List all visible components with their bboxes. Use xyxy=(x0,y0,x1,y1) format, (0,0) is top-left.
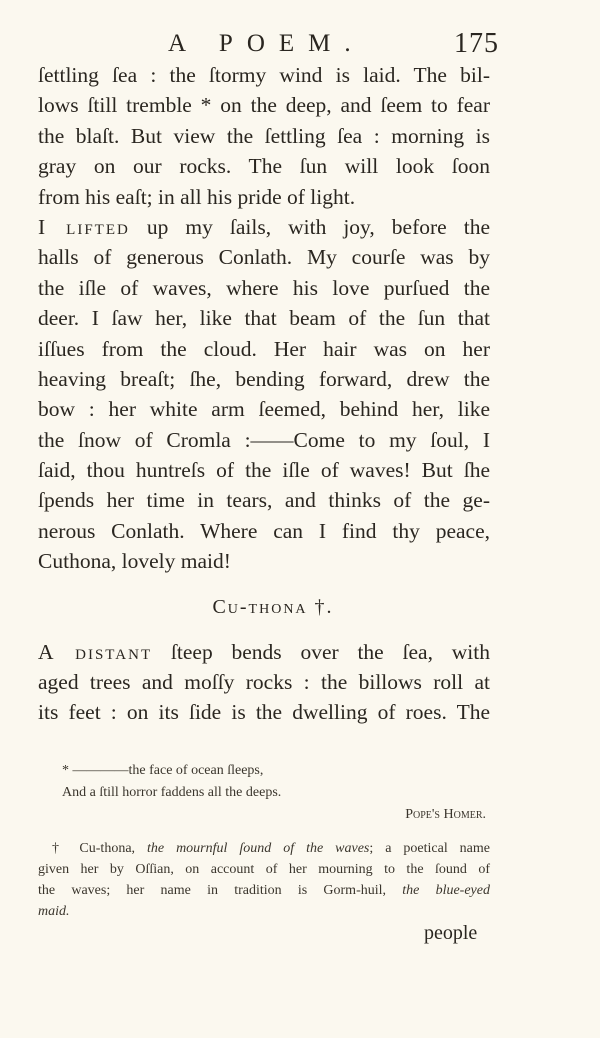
text-run: ſteep bends over the ſea, with xyxy=(152,639,490,664)
text-line: halls of generous Conlath. My courſe was by xyxy=(38,245,490,270)
footnote-definition xyxy=(38,838,490,922)
text-line: aged trees and moſſy rocks : the billows roll at xyxy=(38,670,490,695)
footnote-text: the waves; her name in tradition is Gorm-huil, xyxy=(38,883,403,898)
small-caps-lead: I lifted xyxy=(38,214,130,239)
footnote-italic: the blue-eyed xyxy=(402,883,490,898)
text-line: gray on our rocks. The ſun will look ſoon xyxy=(38,154,490,179)
page-number: 175 xyxy=(454,28,499,59)
text-line: nerous Conlath. Where can I find thy peace, xyxy=(38,518,490,543)
paragraph-opening-line xyxy=(38,637,490,667)
text-line: its feet : on its ſide is the dwelling of roes. The xyxy=(38,700,490,725)
text-line: ſettling ſea : the ſtormy wind is laid. The bil- xyxy=(38,63,490,87)
text-line: bow : her white arm ſeemed, behind her, like xyxy=(38,397,490,422)
text-run: up my ſails, with joy, before the xyxy=(129,214,490,239)
running-title: A POEM. xyxy=(168,30,365,57)
footnote-text: ; a poetical name xyxy=(369,841,490,856)
footnote-line: * ————the face of ocean ſleeps, xyxy=(62,763,264,778)
text-line: the iſle of waves, where his love purſued the xyxy=(38,275,490,300)
text-line: ſaid, thou huntreſs of the iſle of waves! But ſhe xyxy=(38,458,490,483)
footnotes xyxy=(38,760,490,922)
section-heading-text: Cu-thona †. xyxy=(212,595,334,618)
text-line: the blaſt. But view the ſettling ſea : morning is xyxy=(38,123,490,148)
text-line: Cuthona, lovely maid! xyxy=(38,549,231,574)
footnote-text: † Cu-thona, xyxy=(52,841,147,856)
text-line: iſſues from the cloud. Her hair was on her xyxy=(38,336,490,361)
footnote-line: And a ſtill horror faddens all the deeps. xyxy=(62,785,282,800)
footnote-line xyxy=(38,901,490,922)
footnote-line: given her by Oſſian, on account of her mourning to the ſound of xyxy=(38,862,490,877)
main-text xyxy=(38,60,490,728)
text-line: deer. I ſaw her, like that beam of the ſun that xyxy=(38,306,490,331)
text-line: the ſnow of Cromla :——Come to my ſoul, I xyxy=(38,427,490,452)
footnote-line xyxy=(38,838,490,859)
footnote-quotation xyxy=(62,760,490,826)
section-heading xyxy=(38,577,490,637)
footnote-italic: the mournful ſound of the waves xyxy=(147,841,370,856)
paragraph-opening-line xyxy=(38,212,490,242)
footnote-italic: maid. xyxy=(38,904,70,919)
text-line: from his eaſt; in all his pride of light. xyxy=(38,184,356,209)
footnote-line xyxy=(38,880,490,901)
catchword: people xyxy=(424,922,478,944)
page-header xyxy=(0,22,600,62)
footnote-attribution xyxy=(62,804,490,826)
text-line: heaving breaſt; ſhe, bending forward, drew the xyxy=(38,366,490,391)
attribution-text: Pope's Homer. xyxy=(405,807,486,822)
text-line: lows ſtill tremble * on the deep, and ſeem to fear xyxy=(38,93,490,118)
text-line: ſpends her time in tears, and thinks of the ge- xyxy=(38,488,490,513)
small-caps-lead: A distant xyxy=(38,639,153,664)
